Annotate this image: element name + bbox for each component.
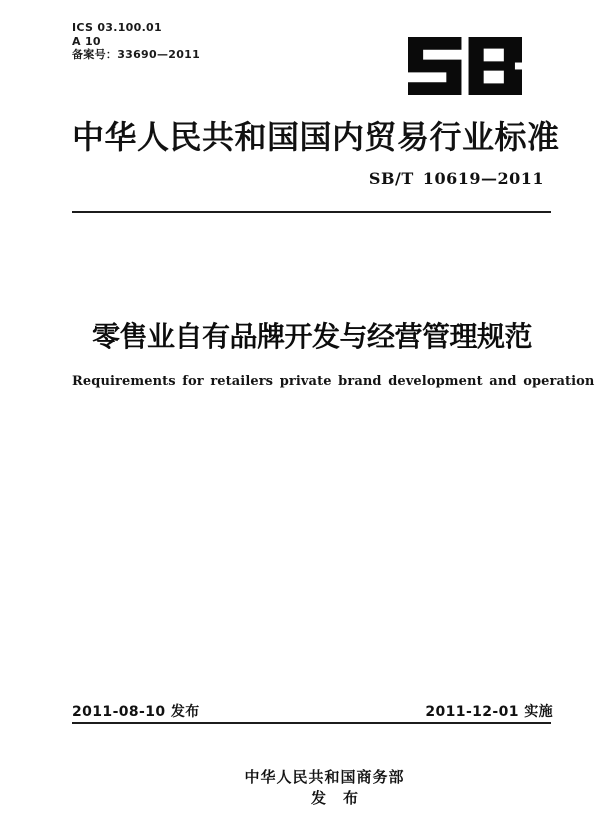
standard-heading: 中华人民共和国国内贸易行业标准 (72, 118, 560, 156)
sb-logo (408, 37, 522, 95)
publisher-name: 中华人民共和国商务部 (244, 768, 405, 786)
sb-logo-glyphs (408, 37, 522, 95)
title-chinese: 零售业自有品牌开发与经营管理规范 (91, 320, 532, 353)
title-english: Requirements for retailers private brand development and operation (72, 374, 595, 389)
record-number: 备案号：33690—2011 (72, 48, 201, 61)
divider-bottom (72, 722, 551, 724)
publish-label: 发 布 (310, 789, 359, 807)
meta-block (72, 21, 200, 62)
implementation-date: 2011-12-01 实施 (425, 704, 553, 720)
classification-code: A 10 (72, 34, 101, 48)
standard-number: SB/T 10619—2011 (368, 169, 544, 188)
divider-top (72, 211, 551, 213)
issue-date: 2011-08-10 发布 (72, 704, 200, 720)
dates-row (72, 701, 553, 721)
ics-code: ICS 03.100.01 (72, 21, 162, 34)
publisher-row (72, 748, 552, 826)
